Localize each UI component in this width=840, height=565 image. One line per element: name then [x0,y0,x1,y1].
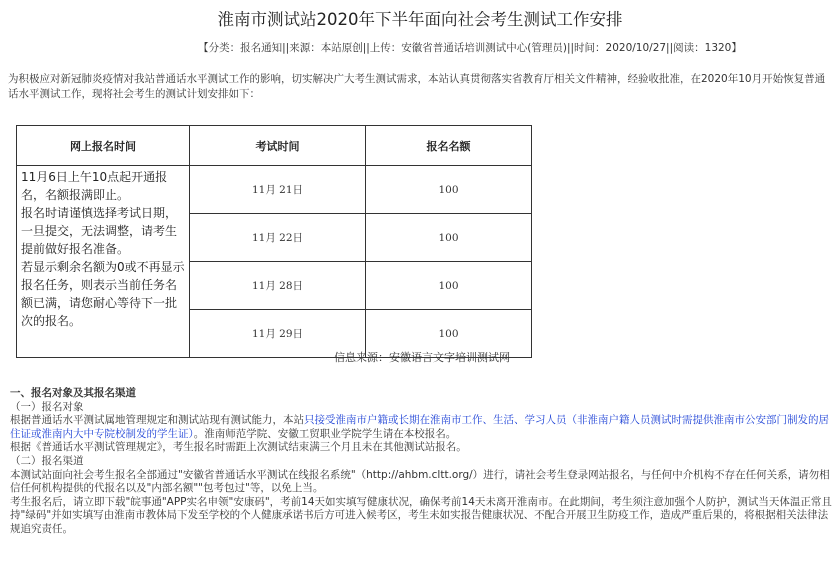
subsection-heading-eligibility: （一）报名对象 [10,400,84,413]
info-source: 信息来源：安徽语言文字培训测试网 [334,351,510,364]
table-header-row [17,126,532,166]
registration-note-line: 11月6日上午10点起开通报名，名额报满即止。 [21,170,168,202]
registration-note-text [21,168,185,330]
eligibility-highlight: 只接受淮南市户籍或长期在淮南市工作、生活、学习人员（非淮南户籍人员测试时需提供淮南市公安部门制发的居住证或淮南内大中专院校制发的学生证） [10,414,829,440]
registration-note-line: 报名时请谨慎选择考试日期，一旦提交，无法调整，请考生提前做好报名准备。 [21,206,178,256]
table-row [17,166,532,214]
section-registration [10,387,835,537]
eligibility-paragraph [10,414,835,441]
subsection-heading-channel: （二）报名渠道 [10,454,84,467]
section-heading: 一、报名对象及其报名渠道 [10,387,136,399]
exam-date-cell: 11月 22日 [190,214,366,262]
page-title: 淮南市测试站2020年下半年面向社会考生测试工作安排 [217,10,623,29]
article-meta: 【分类：报名通知||来源：本站原创||上传：安徽省普通话培训测试中心(管理员)||时间：2020/10/27||阅读：1320】 [198,42,742,54]
header-quota: 报名名额 [366,126,532,166]
registration-note-line: 若显示剩余名额为0或不再显示报名任务，则表示当前任务名额已满，请您耐心等待下一批次的报名。 [21,260,185,328]
channel-paragraph: 本测试站面向社会考生报名全部通过"安徽省普通话水平测试在线报名系统"（http://ahbm.cltt.org/）进行，请社会考生登录网站报名，与任何中介机构不存在任何关系，请勿相信任何机构提供的代报名以及"内部名额""包考包过"等，以免上当。 [10,468,830,495]
registration-note-cell [17,166,190,358]
quota-cell: 100 [366,310,532,358]
exam-date-cell: 11月 29日 [190,310,366,358]
schedule-table [16,125,532,358]
eligibility-text-before: 根据普通话水平测试属地管理规定和测试站现有测试能力，本站 [10,414,304,427]
quota-cell: 100 [366,262,532,310]
header-registration-time: 网上报名时间 [17,126,190,166]
quota-cell: 100 [366,214,532,262]
intro-paragraph: 为积极应对新冠肺炎疫情对我站普通话水平测试工作的影响，切实解决广大考生测试需求，本站认真贯彻落实省教育厅相关文件精神，经验收批准，在2020年10月开始恢复普通话水平测试工作，现将社会考生的测试计划安排如下： [8,73,826,100]
exam-date-cell: 11月 21日 [190,166,366,214]
header-exam-date: 考试时间 [190,126,366,166]
exam-date-cell: 11月 28日 [190,262,366,310]
eligibility-text-after: 。淮南师范学院、安徽工贸职业学院学生请在本校报名。 [193,427,457,440]
quota-cell: 100 [366,166,532,214]
health-paragraph: 考生报名后，请立即下载"皖事通"APP实名申领"安康码"，考前14天如实填写健康状况，确保考前14天未离开淮南市。在此期间，考生须注意加强个人防护，测试当天体温正常且持"绿码"并如实填写由淮南市教体局下发至学校的个人健康承诺书后方可进入候考区，考生未如实报告健康状况、不配合开展卫生防疫工作，造成严重后果的，将根据相关法律法规追究责任。 [10,495,832,535]
regulation-paragraph: 根据《普通话水平测试管理规定》，考生报名时需距上次测试结束满三个月且未在其他测试站报名。 [10,441,467,454]
